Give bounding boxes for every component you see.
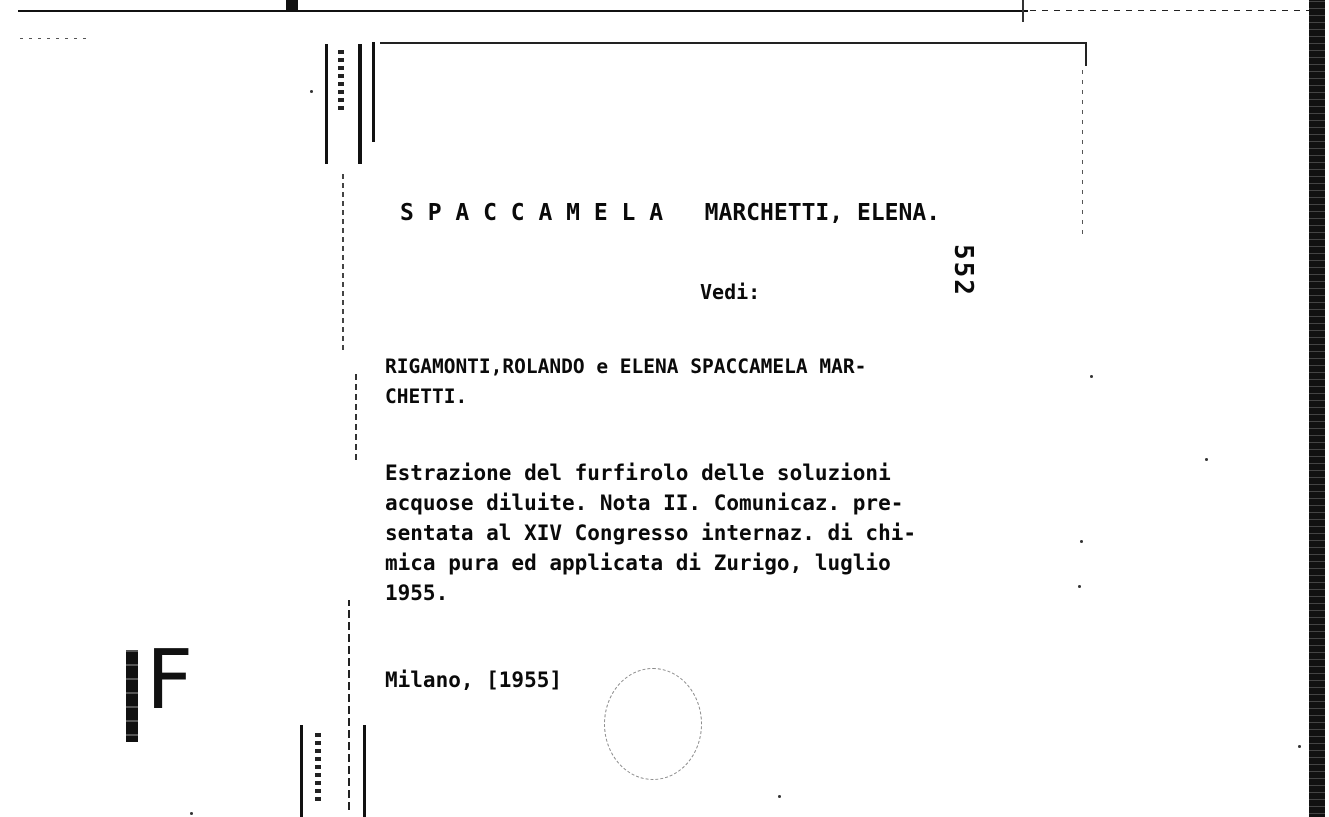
- card-description: Estrazione del furfirolo delle soluzioni acquose diluite. Nota II. Comunicaz. pre- sentata al XIV Congresso internaz. di chi- mica pura ed applicata di Zurigo, luglio 1955.: [385, 461, 917, 605]
- scan-border-top: [18, 10, 1028, 12]
- speck: [190, 812, 193, 815]
- see-also-label: Vedi:: [700, 280, 761, 304]
- scan-border-top-dashed: [1030, 10, 1310, 11]
- card-imprint: Milano, [1955]: [385, 668, 563, 692]
- speck: [1090, 375, 1093, 378]
- card-edge-top: [380, 42, 1087, 66]
- speck: [310, 90, 313, 93]
- speck: [1078, 585, 1081, 588]
- speck: [778, 795, 781, 798]
- cross-reference: RIGAMONTI,ROLANDO e ELENA SPACCAMELA MAR- CHETTI.: [385, 355, 867, 408]
- scan-border-right: [1309, 0, 1325, 817]
- speck: [1205, 458, 1208, 461]
- letter-stamp: [118, 633, 208, 750]
- stamp-letter: F: [146, 633, 194, 728]
- speck: [1298, 745, 1301, 748]
- speck: [1080, 540, 1083, 543]
- scan-tick-top-left: [286, 0, 298, 12]
- card-edge-right: [1082, 64, 1083, 234]
- card-edge-left-lower: [355, 370, 357, 460]
- scan-tick-top-right: [1022, 0, 1024, 22]
- stamp-bar: [126, 650, 138, 742]
- card-edge-top-left-tick: [372, 42, 375, 142]
- card-number: 552: [948, 244, 978, 297]
- card-edge-left-mid: [342, 170, 344, 350]
- card-edge-bottom-left: [300, 725, 366, 817]
- scan-dash-left: [20, 38, 90, 39]
- card-heading: S P A C C A M E L A MARCHETTI, ELENA.: [400, 200, 941, 226]
- circle-mark: [604, 668, 702, 780]
- card-edge-left-top: [325, 44, 362, 164]
